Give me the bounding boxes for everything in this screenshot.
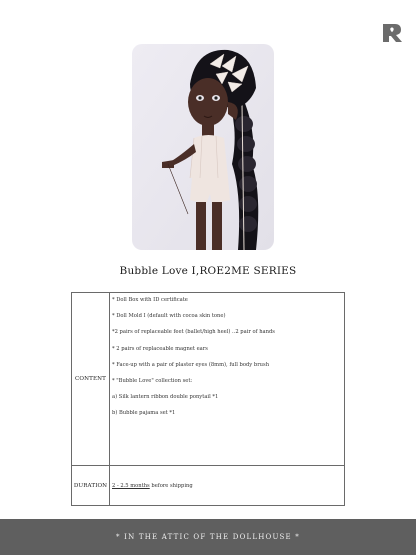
product-title: Bubble Love I,ROE2ME SERIES bbox=[119, 265, 297, 277]
content-item: a) Silk lantern ribbon double ponytail *1 bbox=[112, 394, 219, 401]
footer-banner: * IN THE ATTIC OF THE DOLLHOUSE * bbox=[0, 519, 416, 555]
spec-table bbox=[71, 292, 345, 506]
duration-value: 2 - 2.5 months bbox=[112, 482, 150, 489]
table-row-content bbox=[72, 293, 345, 466]
product-photo bbox=[132, 44, 274, 250]
duration-label: DURATION bbox=[72, 466, 110, 506]
content-item: * Face-up with a pair of plaster eyes (8mm), full body brush bbox=[112, 361, 270, 368]
content-item: * Doll Box with ID certificate bbox=[112, 297, 188, 303]
content-cell bbox=[110, 293, 345, 466]
content-item: * "Bubble Love" collection set: bbox=[112, 377, 193, 384]
duration-suffix: before shipping bbox=[149, 482, 193, 489]
table-row-duration bbox=[72, 466, 345, 506]
duration-cell bbox=[110, 466, 345, 506]
content-item: * 2 pairs of replaceable magnet ears bbox=[112, 345, 208, 352]
content-label: CONTENT bbox=[72, 293, 110, 466]
brand-logo-icon bbox=[380, 22, 404, 44]
content-item: * Doll Mold I (default with cocoa skin tone) bbox=[112, 313, 226, 320]
content-item: *2 pairs of replaceable feet (ballet/high heel) ..2 pair of hands bbox=[112, 329, 275, 336]
content-list bbox=[110, 293, 344, 428]
content-item: b) Bubble pajama set *1 bbox=[112, 410, 176, 417]
